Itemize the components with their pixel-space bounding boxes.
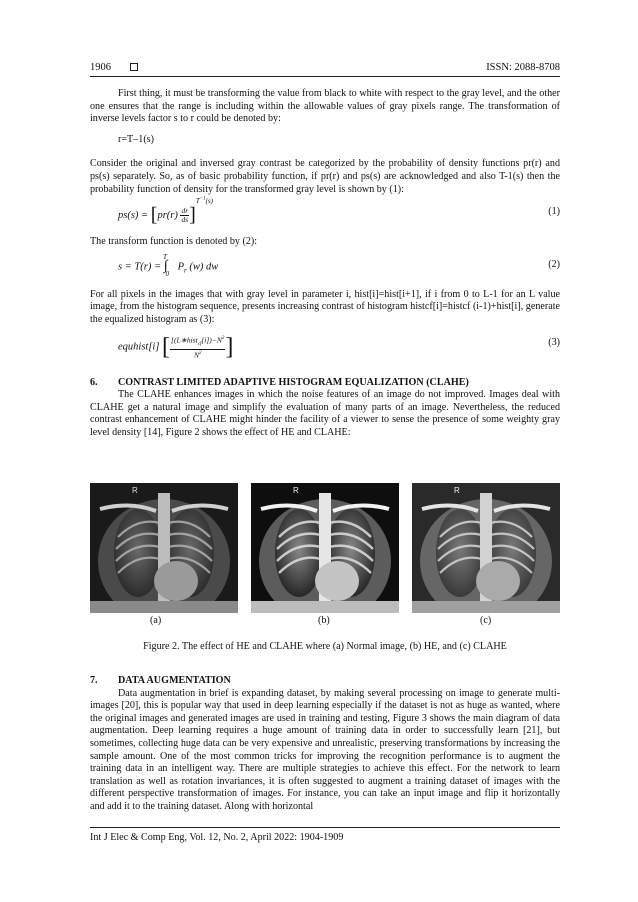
page-header xyxy=(90,62,560,77)
paragraph-2: Consider the original and inversed gray contrast be categorized by the probability of density functions pr(r) and ps(s) separately. So, as of basic probability function, if pr(r) and ps(s) are acknowledged and also T-1(s) then the probability function of density for the transformed gray level is shown by (1): xyxy=(90,158,560,195)
section-6-number: 6. xyxy=(90,376,98,388)
xray-b-graphic xyxy=(251,483,399,613)
xray-image-clahe xyxy=(412,483,560,613)
side-marker-b: R xyxy=(293,486,299,495)
figure-2 xyxy=(90,483,560,613)
equation-3-number: (3) xyxy=(548,336,560,348)
equation-2-number: (2) xyxy=(548,258,560,270)
square-bullet-icon xyxy=(130,63,138,71)
equation-3 xyxy=(90,329,560,363)
inverse-formula: r=T–1(s) xyxy=(118,133,154,145)
section-7-heading xyxy=(90,675,560,688)
section-7-number: 7. xyxy=(90,675,98,686)
page-footer: Int J Elec & Comp Eng, Vol. 12, No. 2, April 2022: 1904-1909 xyxy=(90,827,560,843)
equation-1-number: (1) xyxy=(548,206,560,218)
equation-2-body: $s = T(r) = \int_0^T$ $P_r$ (w) dw xyxy=(118,252,219,279)
section-7 xyxy=(90,675,560,814)
equation-2 xyxy=(90,251,560,281)
section-6-title: CONTRAST LIMITED ADAPTIVE HISTOGRAM EQUALIZATION (CLAHE) xyxy=(118,376,469,388)
xray-image-he xyxy=(251,483,399,613)
paragraph-1: First thing, it must be transforming the value from black to white with respect to the gray level, and the other one ensures that the range is including within the allowable values of gray pixels range. The transformation of inverse levels factor s to r could be denoted by: xyxy=(90,88,560,125)
side-marker-c: R xyxy=(454,486,460,495)
side-marker-a: R xyxy=(132,486,138,495)
figure-label-c: (c) xyxy=(480,615,492,626)
paragraph-4: For all pixels in the images that with gray level in parameter i, hist[i]=hist[i+1], if i from 0 to L-1 for an L value image, from the histogram sequence, presents increasing contrast of histogram histcf[i]=histcf (i-1)+hist[i], generate the equalized histogram as (3): xyxy=(90,288,560,325)
xray-image-normal xyxy=(90,483,238,613)
section-6-text: The CLAHE enhances images in which the noise features of an image do not improved. Images deal with CLAHE get a natural image and simplify the evaluation of many parts of an image. Nevertheless, the reduced contrast enhancement of CLAHE might hinder the facility of a viewer to sense the presence of some weighty gray level density [14], Figure 2 shows the effect of HE and CLAHE: xyxy=(90,389,560,438)
equation-3-body: equhist[i] [ $\frac{[(L∗hist_{cf}[i])-N^2}{N^2}$ ] xyxy=(118,333,234,360)
section-7-title: DATA AUGMENTATION xyxy=(118,675,231,686)
paragraph-3: The transform function is denoted by (2): xyxy=(90,236,258,248)
equation-1 xyxy=(90,198,560,228)
figure-label-b: (b) xyxy=(318,615,330,626)
figure-label-a: (a) xyxy=(150,615,162,626)
section-7-text: Data augmentation in brief is expanding dataset, by making several processing on image to generate multi-images [20], this is popular way that used in deep learning especially if the dataset is not as huge as wanted, where the original images and generated images are used in training and testing, Figure 3 shows the main diagram of data augmentation. Deep learning requires a huge amount of training data in order to successfully learn [21], but sometimes, collecting huge data can be very expensive and unrealistic, preserving transformations by increasing the sample amount. One of the most common tricks for improving the recognition performance is to augment the training data in an intelligent way. There are multiple strategies to achieve this effect. For the network to learn translation as well as rotation invariances, it is often suggested to augment a training dataset of images with the different perspective transformation of images. For instance, you can take an input image and flip it horizontally and add it to the training dataset. Along with horizontal xyxy=(90,687,560,812)
page-number: 1906 xyxy=(90,62,111,73)
main-text xyxy=(90,88,560,440)
xray-c-graphic xyxy=(412,483,560,613)
equation-1-body: ps(s) = [pr(r) $\frac{dr}{ds}$ ]$^{T^{-1}(s)}$ xyxy=(118,197,213,227)
section-6-heading xyxy=(90,377,560,390)
xray-a-graphic xyxy=(90,483,238,613)
figure-2-caption: Figure 2. The effect of HE and CLAHE where (a) Normal image, (b) HE, and (c) CLAHE xyxy=(143,641,507,652)
issn-label: ISSN: 2088-8708 xyxy=(486,62,560,73)
